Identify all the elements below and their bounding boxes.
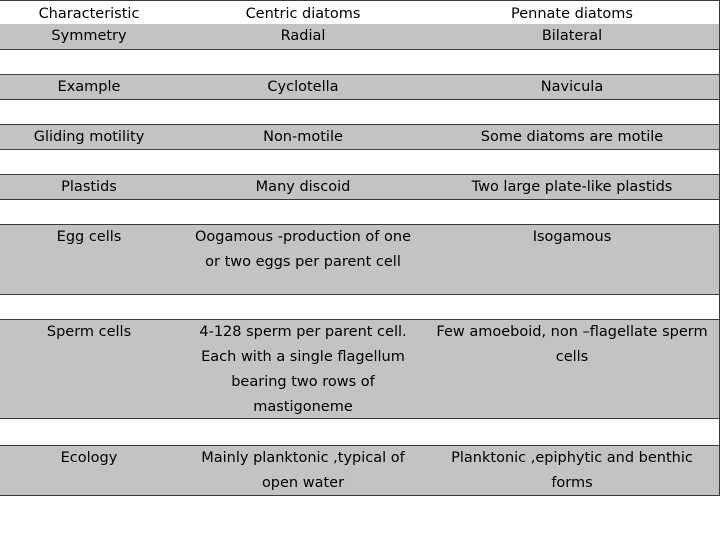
cell-characteristic: Gliding motility bbox=[33, 129, 145, 145]
table-spacer-row bbox=[0, 419, 720, 445]
table-row-gliding-motility bbox=[0, 124, 720, 150]
cell-characteristic: Symmetry bbox=[51, 28, 127, 44]
table-row-symmetry bbox=[0, 24, 720, 50]
table-row-ecology bbox=[0, 445, 720, 496]
cell-characteristic: Plastids bbox=[61, 179, 117, 195]
table-spacer-row bbox=[0, 50, 720, 74]
cell-centric: Oogamous -production of one or two eggs per parent cell bbox=[195, 229, 411, 270]
table-header-row bbox=[0, 0, 720, 24]
cell-pennate: Isogamous bbox=[532, 229, 612, 245]
table-spacer-row bbox=[0, 295, 720, 319]
cell-pennate: Bilateral bbox=[541, 28, 603, 44]
table-row-example bbox=[0, 74, 720, 100]
cell-centric: Many discoid bbox=[255, 179, 351, 195]
cell-centric: Radial bbox=[280, 28, 326, 44]
table-row-plastids bbox=[0, 174, 720, 200]
cell-pennate: Planktonic ,epiphytic and benthic forms bbox=[451, 450, 693, 491]
cell-pennate: Navicula bbox=[540, 79, 604, 95]
cell-characteristic: Example bbox=[57, 79, 121, 95]
cell-centric: Cyclotella bbox=[267, 79, 339, 95]
cell-pennate: Few amoeboid, non –flagellate sperm cells bbox=[436, 324, 708, 365]
cell-characteristic: Sperm cells bbox=[46, 324, 132, 340]
table-spacer-row bbox=[0, 200, 720, 224]
cell-pennate: Two large plate-like plastids bbox=[471, 179, 673, 195]
table-spacer-row bbox=[0, 100, 720, 124]
header-centric-diatoms: Centric diatoms bbox=[245, 6, 361, 22]
header-characteristic: Characteristic bbox=[38, 6, 140, 22]
table-row-egg-cells bbox=[0, 224, 720, 295]
table-spacer-row bbox=[0, 150, 720, 174]
cell-centric: Non-motile bbox=[263, 129, 343, 145]
header-pennate-diatoms: Pennate diatoms bbox=[511, 6, 633, 22]
cell-characteristic: Ecology bbox=[60, 450, 118, 466]
cell-centric: Mainly planktonic ,typical of open water bbox=[201, 450, 405, 491]
cell-characteristic: Egg cells bbox=[56, 229, 122, 245]
cell-pennate: Some diatoms are motile bbox=[480, 129, 664, 145]
cell-centric: 4-128 sperm per parent cell. Each with a single flagellum bearing two rows of mastigoneme bbox=[199, 324, 407, 415]
table-row-sperm-cells bbox=[0, 319, 720, 419]
